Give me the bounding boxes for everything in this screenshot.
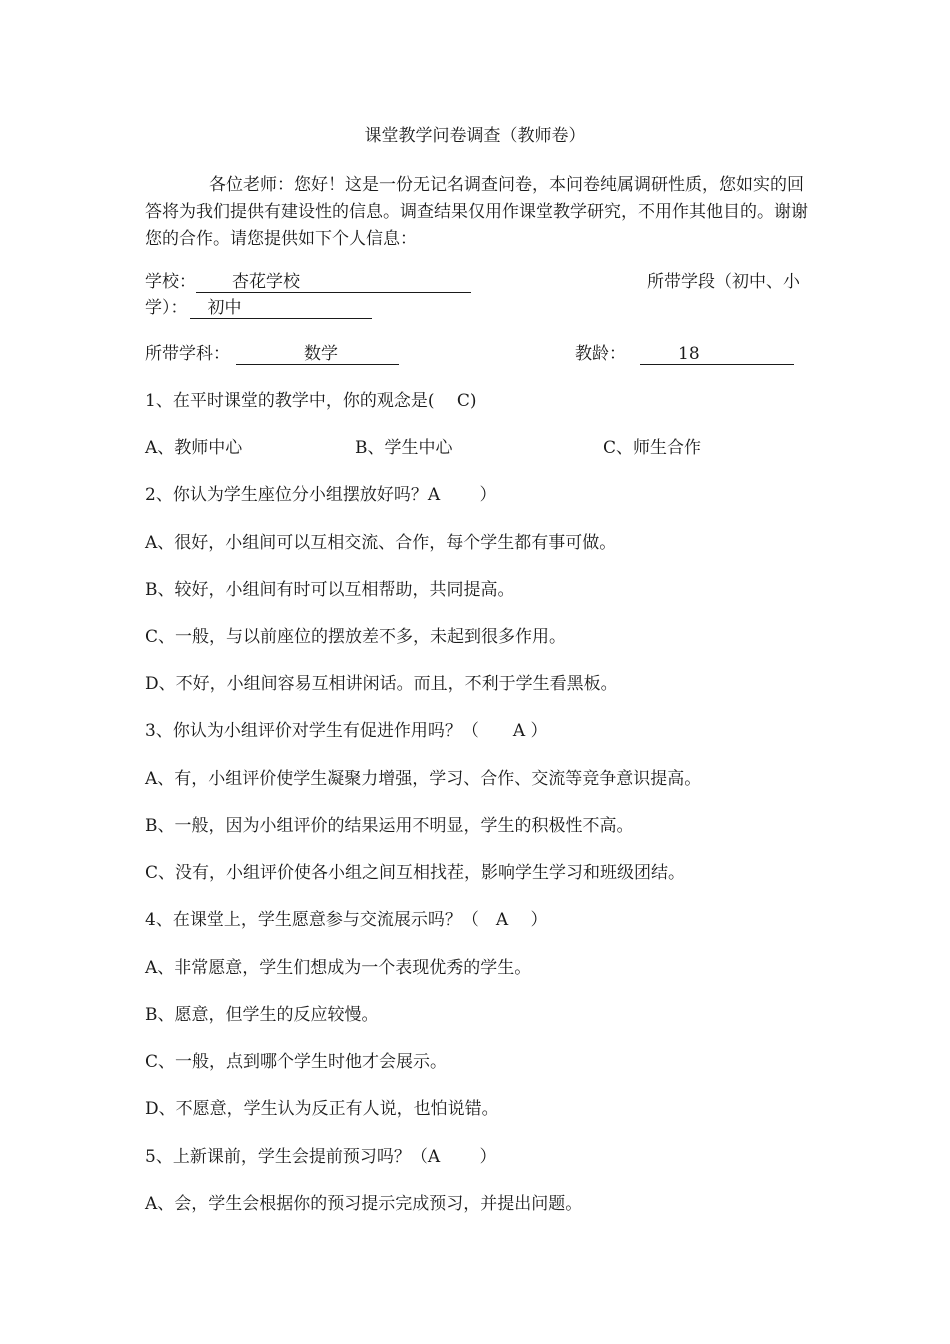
q1-option-b: B、学生中心 [355, 438, 453, 458]
q3-option-b: B、一般，因为小组评价的结果运用不明显，学生的积极性不高。 [145, 816, 634, 836]
q1-option-c: C、师生合作 [603, 438, 702, 458]
q2-option-c: C、一般，与以前座位的摆放差不多，未起到很多作用。 [145, 627, 567, 647]
question-4: 4、在课堂上，学生愿意参与交流展示吗？（ A ） [145, 910, 548, 930]
q2-option-d: D、不好，小组间容易互相讲闲话。而且，不利于学生看黑板。 [145, 674, 618, 694]
stage-label-line2: 学）： [145, 298, 188, 318]
stage-field [145, 297, 372, 319]
years-underline [640, 344, 794, 365]
q2-option-a: A、很好，小组间可以互相交流、合作，每个学生都有事可做。 [145, 533, 617, 553]
q4-option-d: D、不愿意，学生认为反正有人说，也怕说错。 [145, 1099, 499, 1119]
stage-label-line1: 所带学段（初中、小 [647, 272, 800, 292]
stage-underline [190, 298, 372, 319]
q1-option-a: A、教师中心 [145, 438, 243, 458]
question-2: 2、你认为学生座位分小组摆放好吗？A ） [145, 485, 497, 505]
subject-label: 所带学科： [145, 344, 230, 364]
q3-option-a: A、有，小组评价使学生凝聚力增强，学习、合作、交流等竞争意识提高。 [145, 769, 702, 789]
q4-option-c: C、一般，点到哪个学生时他才会展示。 [145, 1052, 448, 1072]
q4-option-a: A、非常愿意，学生们想成为一个表现优秀的学生。 [145, 958, 532, 978]
question-3: 3、你认为小组评价对学生有促进作用吗？（ A ） [145, 721, 548, 741]
subject-field [145, 343, 399, 365]
q5-option-a: A、会，学生会根据你的预习提示完成预习，并提出问题。 [145, 1194, 583, 1214]
intro-paragraph: 各位老师：您好！这是一份无记名调查问卷，本问卷纯属调研性质，您如实的回答将为我们提供有建设性的信息。调查结果仅用作课堂教学研究，不用作其他目的。谢谢您的合作。请您提供如下个人信息： [145, 175, 808, 249]
subject-value: 数学 [304, 344, 338, 364]
question-1: 1、在平时课堂的教学中，你的观念是( C) [145, 391, 477, 411]
years-field [575, 343, 794, 365]
stage-value: 初中 [207, 298, 242, 318]
subject-underline [236, 344, 399, 365]
q3-option-c: C、没有，小组评价使各小组之间互相找茬，影响学生学习和班级团结。 [145, 863, 686, 883]
school-value: 杏花学校 [232, 272, 300, 292]
school-underline [196, 272, 471, 293]
years-value: 18 [678, 344, 700, 364]
q2-option-b: B、较好，小组间有时可以互相帮助，共同提高。 [145, 580, 515, 600]
school-label: 学校： [145, 272, 196, 292]
document-title: 课堂教学问卷调查（教师卷） [364, 126, 586, 146]
question-5: 5、上新课前，学生会提前预习吗？（A ） [145, 1147, 497, 1167]
school-field [145, 271, 471, 293]
years-label: 教龄： [575, 344, 626, 364]
q4-option-b: B、愿意，但学生的反应较慢。 [145, 1005, 379, 1025]
